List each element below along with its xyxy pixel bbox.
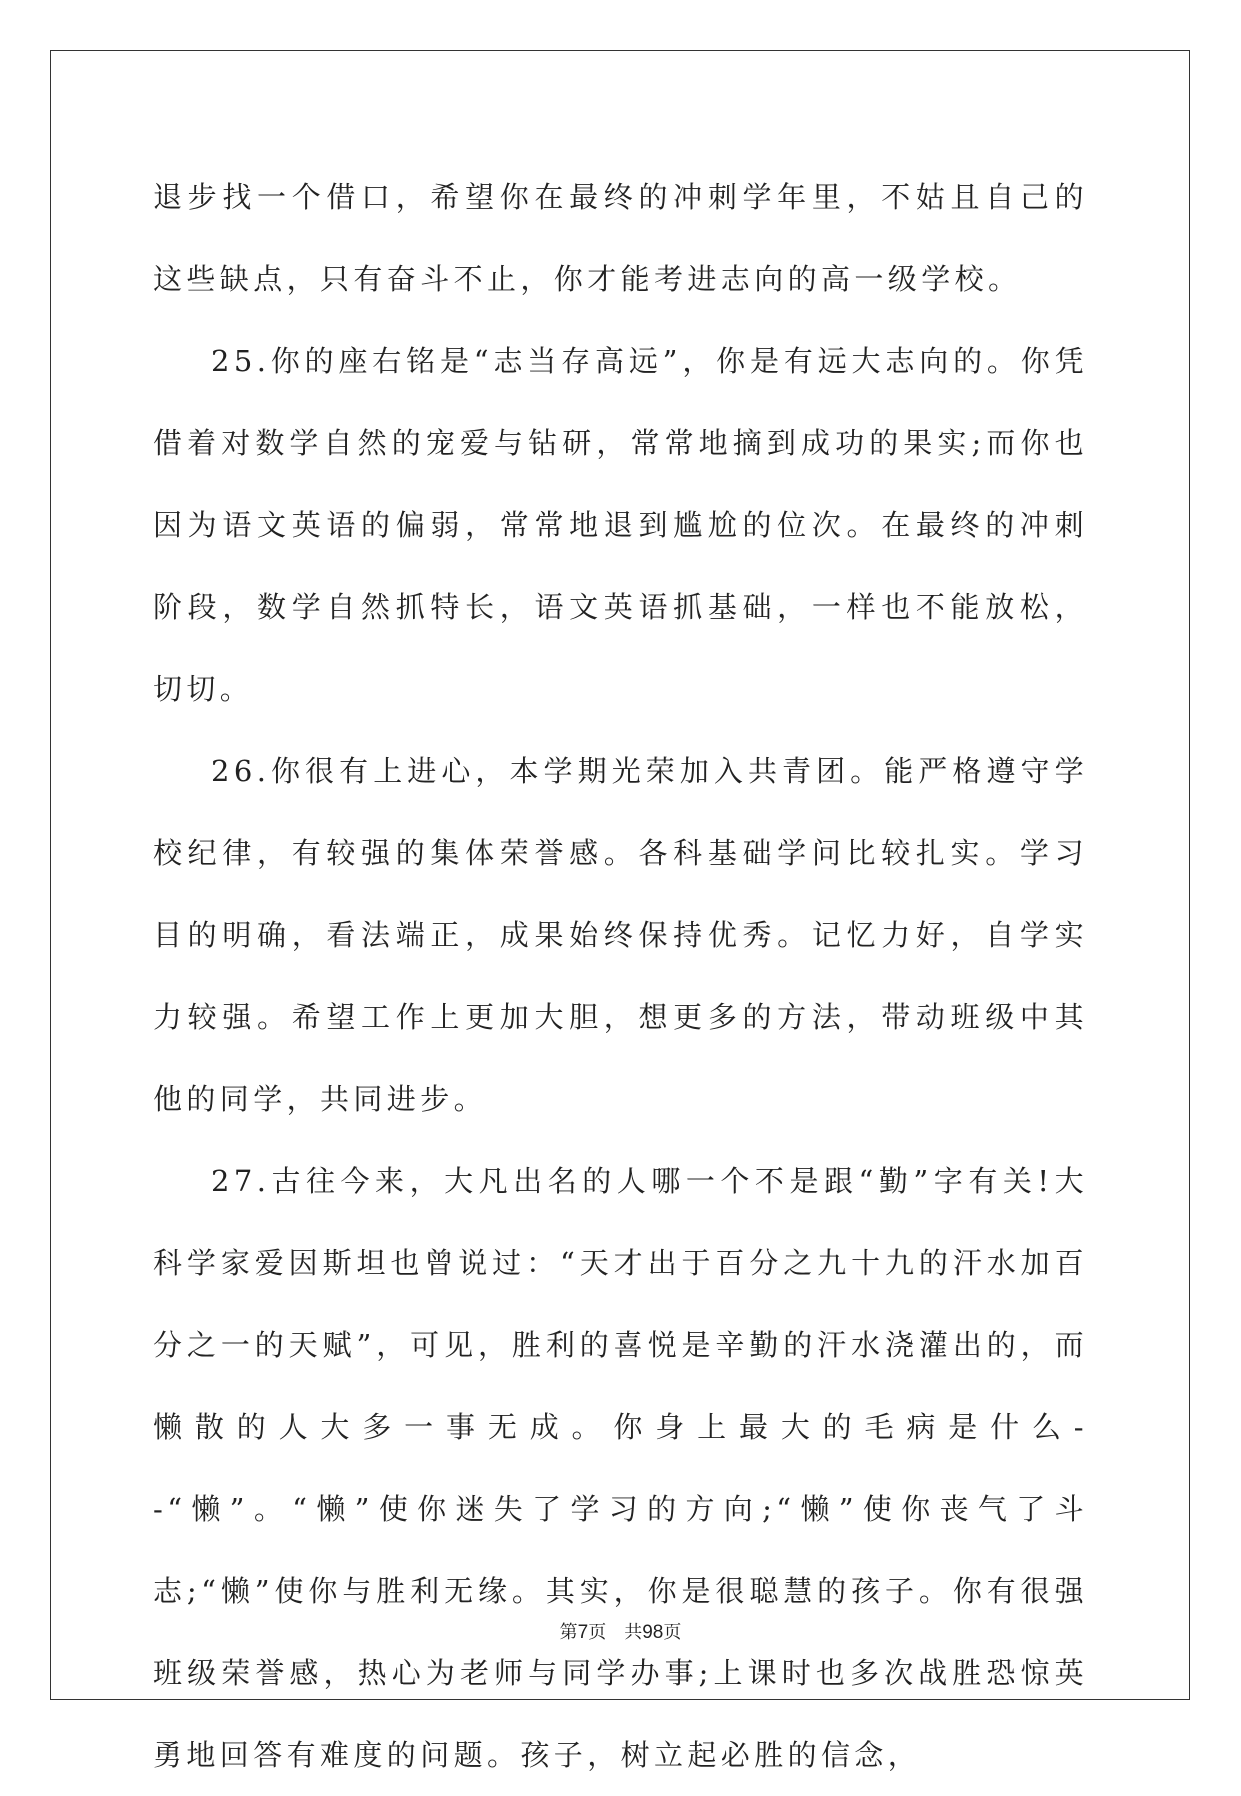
paragraph-continuation: 退步找一个借口，希望你在最终的冲刺学年里，不姑且自己的这些缺点，只有奋斗不止，你才能考进志向的高一级学校。 [153,180,1088,296]
document-body [153,156,1088,1796]
total-page-count: 98 [642,1622,664,1643]
footer-total-prefix: 共 [624,1622,643,1643]
footer-page-unit: 页 [588,1622,607,1643]
footer-prefix: 第 [559,1622,578,1643]
paragraph-item-26: 26.你很有上进心，本学期光荣加入共青团。能严格遵守学校纪律，有较强的集体荣誉感。各科基础学问比较扎实。学习目的明确，看法端正，成果始终保持优秀。记忆力好，自学实力较强。希望工作上更加大胆，想更多的方法，带动班级中其他的同学，共同进步。 [153,754,1088,1116]
page-footer [0,1618,1241,1644]
paragraph-item-25: 25.你的座右铭是“志当存高远”，你是有远大志向的。你凭借着对数学自然的宠爱与钻研，常常地摘到成功的果实;而你也因为语文英语的偏弱，常常地退到尴尬的位次。在最终的冲刺阶段，数学自然抓特长，语文英语抓基础，一样也不能放松，切切。 [153,344,1088,706]
current-page-number: 7 [577,1622,589,1643]
paragraph-item-27: 27.古往今来，大凡出名的人哪一个不是跟“勤”字有关!大科学家爱因斯坦也曾说过：“天才出于百分之九十九的汗水加百分之一的天赋”，可见，胜利的喜悦是辛勤的汗水浇灌出的，而懒散的人大多一事无成。你身上最大的毛病是什么--“懒”。“懒”使你迷失了学习的方向;“懒”使你丧气了斗志;“懒”使你与胜利无缘。其实，你是很聪慧的孩子。你有很强班级荣誉感，热心为老师与同学办事;上课时也多次战胜恐惊英勇地回答有难度的问题。孩子，树立起必胜的信念， [153,1164,1088,1772]
footer-total-unit: 页 [663,1622,682,1643]
